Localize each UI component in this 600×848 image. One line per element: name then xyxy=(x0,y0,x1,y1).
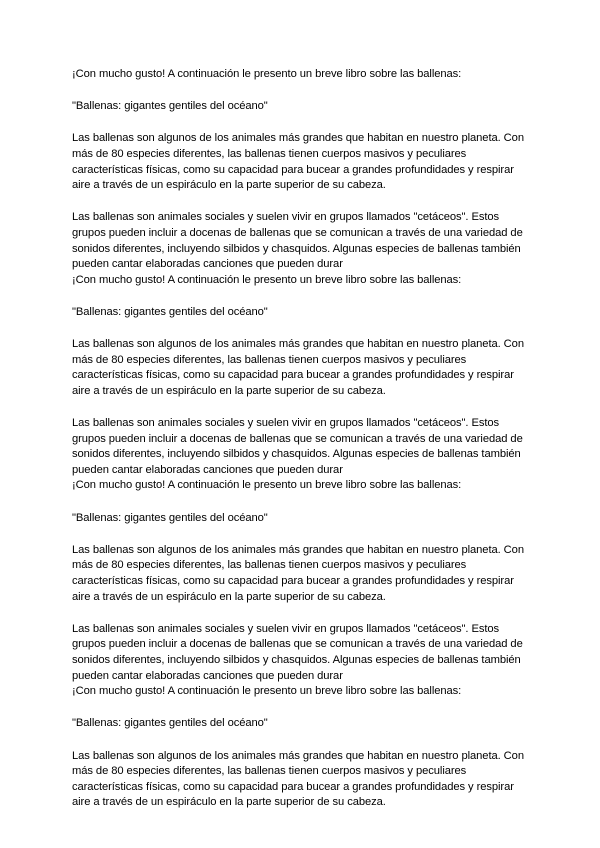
paragraph-line: sonidos diferentes, incluyendo silbidos y chasquidos. Algunas especies de ballenas también xyxy=(72,653,521,666)
paragraph-line: características físicas, como su capacidad para bucear a grandes profundidades y respirar xyxy=(72,780,514,793)
paragraph-line: grupos pueden incluir a docenas de ballenas que se comunican a través de una variedad de xyxy=(72,638,523,651)
intro-line: ¡Con mucho gusto! A continuación le presento un breve libro sobre las ballenas: xyxy=(72,479,462,492)
paragraph-line: sonidos diferentes, incluyendo silbidos y chasquidos. Algunas especies de ballenas también xyxy=(72,448,521,461)
paragraph-line: aire a través de un espiráculo en la parte superior de su cabeza. xyxy=(72,179,386,192)
paragraph-line: Las ballenas son algunos de los animales más grandes que habitan en nuestro planeta. Con xyxy=(72,132,524,145)
paragraph-line: Las ballenas son animales sociales y suelen vivir en grupos llamados "cetáceos". Estos xyxy=(72,211,500,224)
paragraph-1 xyxy=(72,131,542,193)
paragraph-line: más de 80 especies diferentes, las ballenas tienen cuerpos masivos y peculiares xyxy=(72,147,467,160)
intro-line: ¡Con mucho gusto! A continuación le presento un breve libro sobre las ballenas: xyxy=(72,273,462,286)
paragraph-line: más de 80 especies diferentes, las ballenas tienen cuerpos masivos y peculiares xyxy=(72,353,467,366)
paragraph-line: Las ballenas son algunos de los animales más grandes que habitan en nuestro planeta. Con xyxy=(72,749,524,762)
paragraph-line: Las ballenas son animales sociales y suelen vivir en grupos llamados "cetáceos". Estos xyxy=(72,622,500,635)
paragraph-line: Las ballenas son animales sociales y suelen vivir en grupos llamados "cetáceos". Estos xyxy=(72,417,500,430)
book-title: "Ballenas: gigantes gentiles del océano" xyxy=(72,717,268,730)
paragraph-line: aire a través de un espiráculo en la parte superior de su cabeza. xyxy=(72,384,386,397)
paragraph-line: pueden cantar elaboradas canciones que pueden durar xyxy=(72,258,343,271)
paragraph-1 xyxy=(72,543,542,605)
paragraph-2 xyxy=(72,416,542,478)
paragraph-line: Las ballenas son algunos de los animales más grandes que habitan en nuestro planeta. Con xyxy=(72,543,524,556)
paragraph-line: más de 80 especies diferentes, las ballenas tienen cuerpos masivos y peculiares xyxy=(72,765,467,778)
book-title: "Ballenas: gigantes gentiles del océano" xyxy=(72,305,268,318)
intro-line: ¡Con mucho gusto! A continuación le presento un breve libro sobre las ballenas: xyxy=(72,68,462,80)
paragraph-line: características físicas, como su capacidad para bucear a grandes profundidades y respirar xyxy=(72,163,514,176)
paragraph-line: características físicas, como su capacidad para bucear a grandes profundidades y respirar xyxy=(72,369,514,382)
paragraph-2 xyxy=(72,622,542,684)
document-content xyxy=(72,67,542,811)
paragraph-line: pueden cantar elaboradas canciones que pueden durar xyxy=(72,463,343,476)
paragraph-line: aire a través de un espiráculo en la parte superior de su cabeza. xyxy=(72,796,386,809)
paragraph-line: grupos pueden incluir a docenas de ballenas que se comunican a través de una variedad de xyxy=(72,226,523,239)
book-title: "Ballenas: gigantes gentiles del océano" xyxy=(72,511,268,524)
paragraph-line: más de 80 especies diferentes, las ballenas tienen cuerpos masivos y peculiares xyxy=(72,559,467,572)
paragraph-line: pueden cantar elaboradas canciones que pueden durar xyxy=(72,669,343,682)
paragraph-1 xyxy=(72,749,542,811)
book-title: "Ballenas: gigantes gentiles del océano" xyxy=(72,100,268,113)
paragraph-line: Las ballenas son algunos de los animales más grandes que habitan en nuestro planeta. Con xyxy=(72,338,524,351)
paragraph-line: grupos pueden incluir a docenas de ballenas que se comunican a través de una variedad de xyxy=(72,432,523,445)
intro-line: ¡Con mucho gusto! A continuación le presento un breve libro sobre las ballenas: xyxy=(72,685,462,698)
block-2 xyxy=(72,273,542,479)
block-1 xyxy=(72,67,542,273)
paragraph-line: sonidos diferentes, incluyendo silbidos y chasquidos. Algunas especies de ballenas también xyxy=(72,242,521,255)
block-4 xyxy=(72,684,542,811)
paragraph-1 xyxy=(72,337,542,399)
paragraph-line: aire a través de un espiráculo en la parte superior de su cabeza. xyxy=(72,590,386,603)
paragraph-2 xyxy=(72,210,542,272)
paragraph-line: características físicas, como su capacidad para bucear a grandes profundidades y respirar xyxy=(72,575,514,587)
block-3 xyxy=(72,478,542,684)
